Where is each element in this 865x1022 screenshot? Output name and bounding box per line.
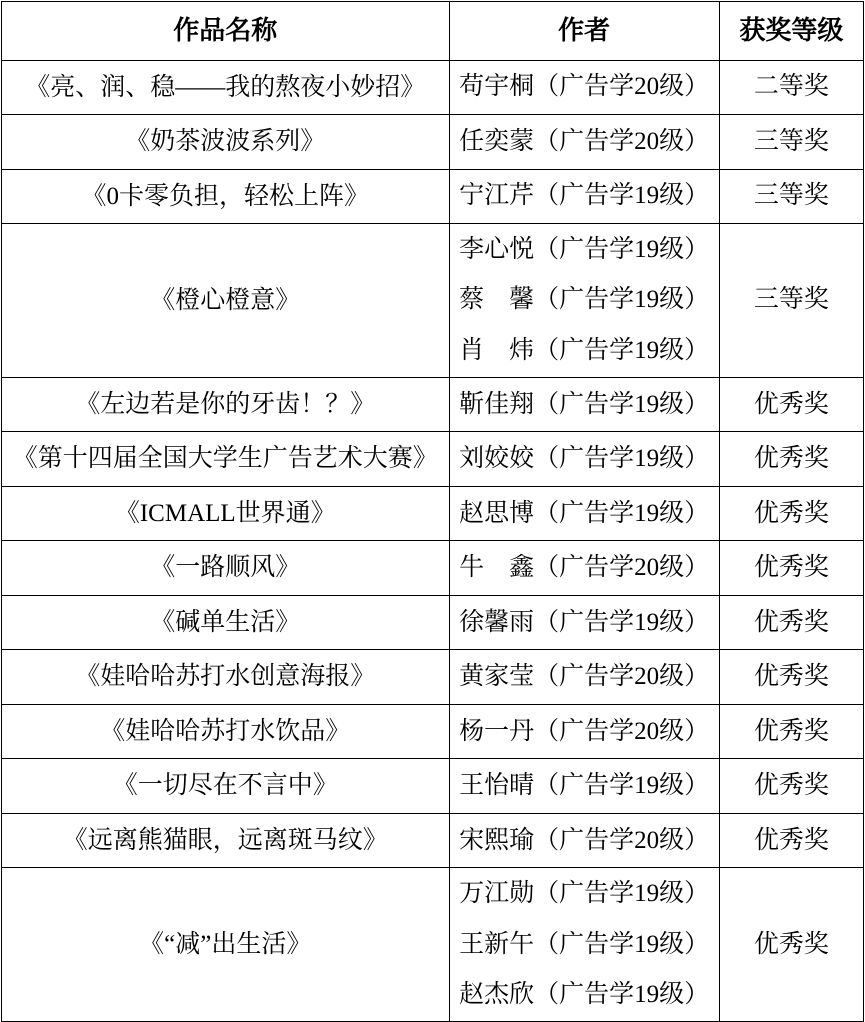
cell-author [449,432,719,487]
table-row [2,224,864,378]
table-row [2,595,864,650]
work-title-text: 《“减”出生活》 [139,931,312,959]
cell-author [449,486,719,541]
author-entry: 杨一丹（广告学20级） [459,717,710,745]
cell-award-level: 三等奖 [719,115,863,170]
author-list [456,550,713,586]
cell-author [449,169,719,224]
cell-award-level: 二等奖 [719,60,863,115]
author-entry: 任奕蒙（广告学20级） [459,127,710,155]
table-row [2,115,864,170]
table-row [2,650,864,705]
cell-award-level: 优秀奖 [719,541,863,596]
author-list [456,605,713,641]
author-entry: 赵思博（广告学19级） [459,499,710,527]
author-list [456,124,713,160]
table-row [2,759,864,814]
author-list [456,69,713,105]
table-body [2,60,864,1022]
author-entry: 赵杰欣（广告学19级） [459,980,710,1008]
author-entry: 牛 鑫（广告学20级） [459,554,710,582]
table-row [2,169,864,224]
work-title-text: 《奶茶波波系列》 [125,128,326,156]
cell-award-level: 优秀奖 [719,759,863,814]
cell-author [449,541,719,596]
author-entry: 宋熙瑜（广告学20级） [459,826,710,854]
author-list [456,496,713,532]
author-entry: 苟宇桐（广告学20级） [459,73,710,101]
author-entry: 刘姣姣（广告学19级） [459,445,710,473]
author-list [456,441,713,477]
cell-award-level: 优秀奖 [719,486,863,541]
cell-award-level: 优秀奖 [719,595,863,650]
cell-author [449,377,719,432]
table-row [2,432,864,487]
table-row [2,704,864,759]
cell-title [2,813,450,868]
author-entry: 蔡 馨（广告学19级） [459,286,710,314]
author-entry: 万江勋（广告学19级） [459,880,710,908]
column-header-level: 获奖等级 [719,2,863,61]
award-list-table [1,1,864,1022]
work-title-text: 《左边若是你的牙齿！？》 [75,390,376,418]
cell-title [2,224,450,378]
cell-title [2,432,450,487]
cell-author [449,60,719,115]
cell-award-level: 优秀奖 [719,377,863,432]
work-title-text: 《娃哈哈苏打水创意海报》 [75,663,376,691]
cell-author [449,813,719,868]
table-row [2,486,864,541]
cell-author [449,704,719,759]
table-row [2,541,864,596]
cell-title [2,595,450,650]
cell-award-level: 优秀奖 [719,813,863,868]
author-entry: 王新午（广告学19级） [459,930,710,958]
work-title-text: 《娃哈哈苏打水饮品》 [100,717,351,745]
cell-author [449,115,719,170]
work-title-text: 《亮、润、稳——我的熬夜小妙招》 [25,73,426,101]
author-list [456,768,713,804]
work-title-text: 《一路顺风》 [150,554,301,582]
cell-award-level: 优秀奖 [719,650,863,705]
author-list [456,876,713,1013]
work-title-text: 《0卡零负担，轻松上阵》 [81,182,370,210]
author-list [456,659,713,695]
column-header-title: 作品名称 [2,2,450,61]
cell-author [449,650,719,705]
cell-author [449,868,719,1022]
work-title-text: 《碱单生活》 [150,608,301,636]
author-entry: 靳佳翔（广告学19级） [459,390,710,418]
table-row [2,60,864,115]
table-header-row [2,2,864,61]
cell-title [2,115,450,170]
author-list [456,178,713,214]
work-title-text: 《一切尽在不言中》 [112,772,338,800]
cell-author [449,224,719,378]
cell-title [2,60,450,115]
cell-award-level: 三等奖 [719,224,863,378]
author-list [456,823,713,859]
author-list [456,714,713,750]
cell-title [2,169,450,224]
cell-title [2,868,450,1022]
cell-title [2,759,450,814]
cell-award-level: 优秀奖 [719,704,863,759]
table-row [2,377,864,432]
author-list [456,387,713,423]
cell-author [449,595,719,650]
cell-title [2,377,450,432]
cell-title [2,704,450,759]
table-row [2,813,864,868]
work-title-text: 《第十四届全国大学生广告艺术大赛》 [12,445,438,473]
author-entry: 肖 炜（广告学19级） [459,336,710,364]
cell-award-level: 优秀奖 [719,432,863,487]
work-title-text: 《橙心橙意》 [150,286,301,314]
cell-title [2,541,450,596]
table-row [2,868,864,1022]
cell-title [2,486,450,541]
author-entry: 李心悦（广告学19级） [459,236,710,264]
column-header-author: 作者 [449,2,719,61]
work-title-text: 《ICMALL世界通》 [114,499,336,527]
author-entry: 王怡晴（广告学19级） [459,772,710,800]
cell-author [449,759,719,814]
author-list [456,232,713,369]
document-sheet [0,1,865,1022]
work-title-text: 《远离熊猫眼，远离斑马纹》 [62,826,388,854]
cell-award-level: 优秀奖 [719,868,863,1022]
author-entry: 宁江芹（广告学19级） [459,182,710,210]
author-entry: 黄家莹（广告学20级） [459,663,710,691]
cell-award-level: 三等奖 [719,169,863,224]
author-entry: 徐馨雨（广告学19级） [459,608,710,636]
cell-title [2,650,450,705]
